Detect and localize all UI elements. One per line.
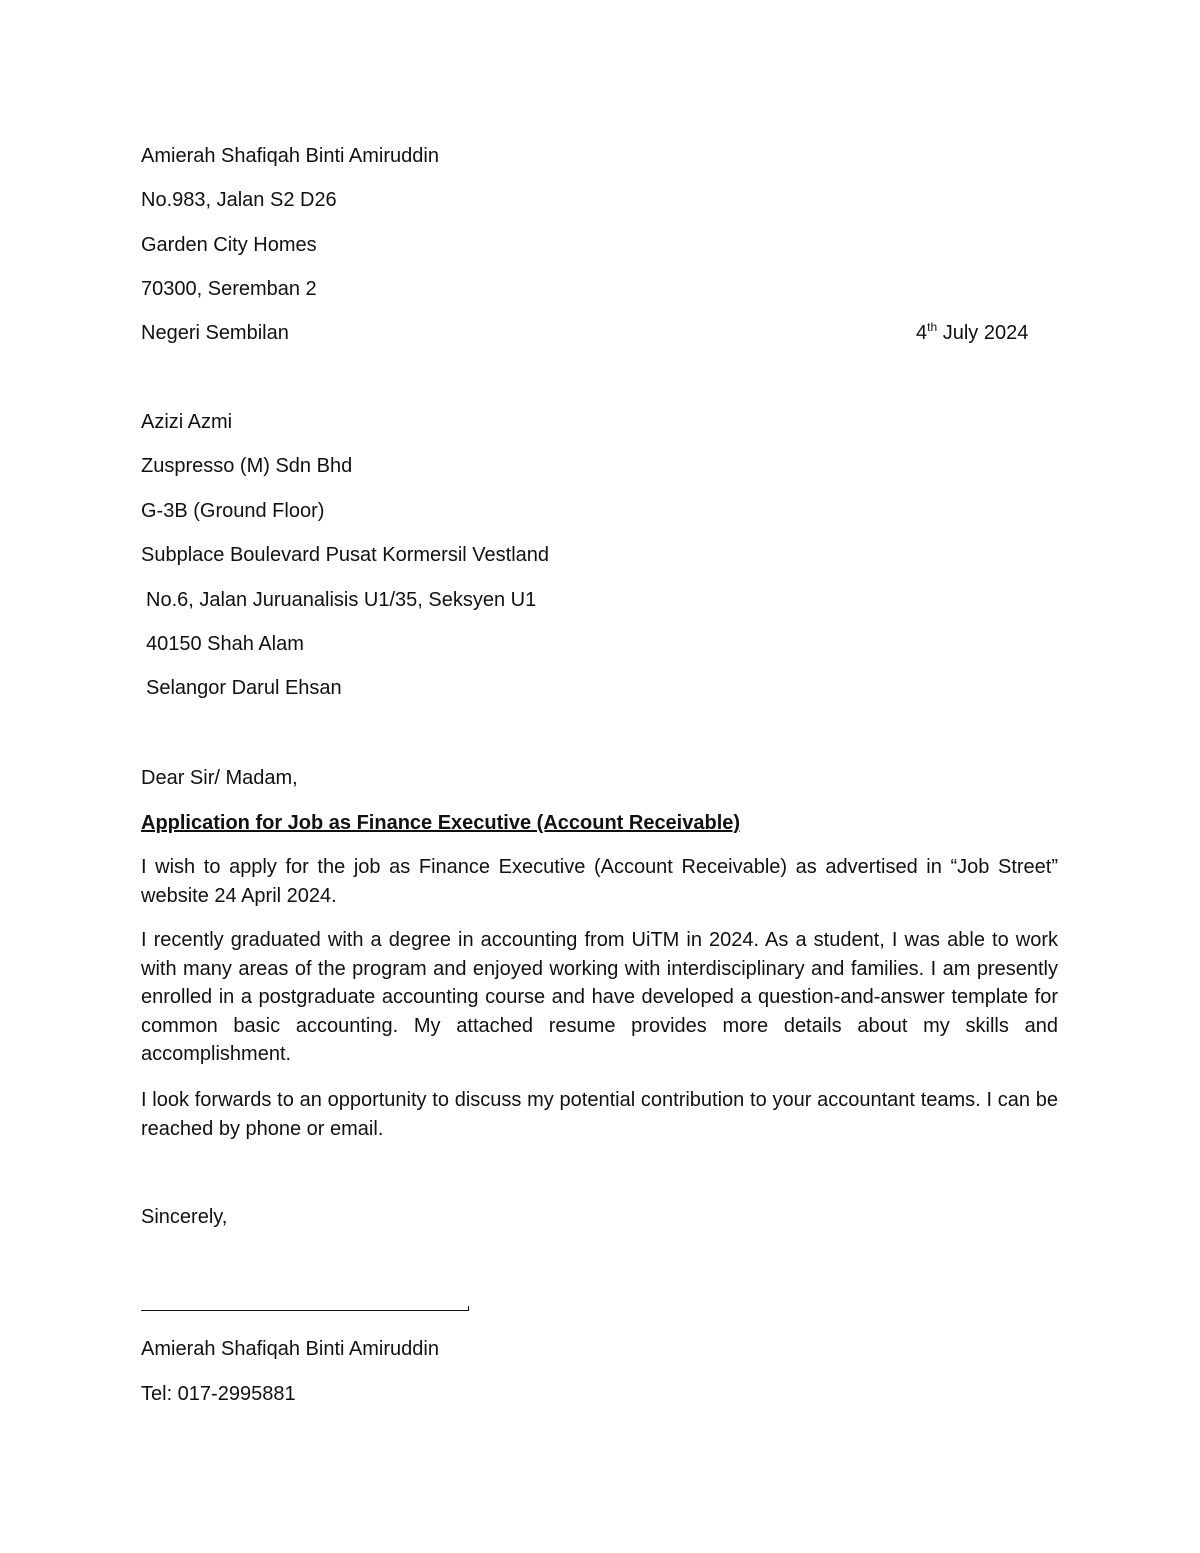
recipient-address-line: 40150 Shah Alam [146,633,304,655]
signature-line [141,1310,468,1311]
signature-name: Amierah Shafiqah Binti Amiruddin [141,1338,439,1360]
recipient-company: Zuspresso (M) Sdn Bhd [141,455,353,477]
closing: Sincerely, [141,1206,228,1228]
recipient-address-line: Subplace Boulevard Pusat Kormersil Vestland [141,544,550,566]
date-suffix: th [927,320,938,334]
body-paragraph: I recently graduated with a degree in accounting from UiTM in 2024. As a student, I was able to work with many areas of the program and enjoyed working with interdisciplinary and families. I am presently enrolled in a postgraduate accounting course and have developed a question-and-answer template for common basic accounting. My attached resume provides more details about my skills and accomplishment. [141,929,1058,1065]
recipient-name: Azizi Azmi [141,411,233,433]
sender-address-line: 70300, Seremban 2 [141,278,317,300]
sender-name: Amierah Shafiqah Binti Amiruddin [141,145,439,167]
recipient-address-line: No.6, Jalan Juruanalisis U1/35, Seksyen U1 [146,589,537,611]
recipient-address-line: G-3B (Ground Floor) [141,500,325,522]
body-paragraph: I look forwards to an opportunity to discuss my potential contribution to your accountant teams. I can be reached by phone or email. [141,1089,1058,1140]
body-paragraph: I wish to apply for the job as Finance Executive (Account Receivable) as advertised in “Job Street” website 24 April 2024. [141,856,1058,907]
sender-address-line: Garden City Homes [141,234,317,256]
sender-address-line: Negeri Sembilan [141,322,289,344]
date-day: 4 [916,322,928,344]
date-month-year: July 2024 [942,322,1029,344]
salutation: Dear Sir/ Madam, [141,767,298,789]
subject-line: Application for Job as Finance Executive (Account Receivable) [141,812,741,834]
letter-date [916,321,1028,345]
recipient-address-line: Selangor Darul Ehsan [146,677,342,699]
sender-address-line: No.983, Jalan S2 D26 [141,189,337,211]
signature-tel: Tel: 017-2995881 [141,1383,296,1405]
